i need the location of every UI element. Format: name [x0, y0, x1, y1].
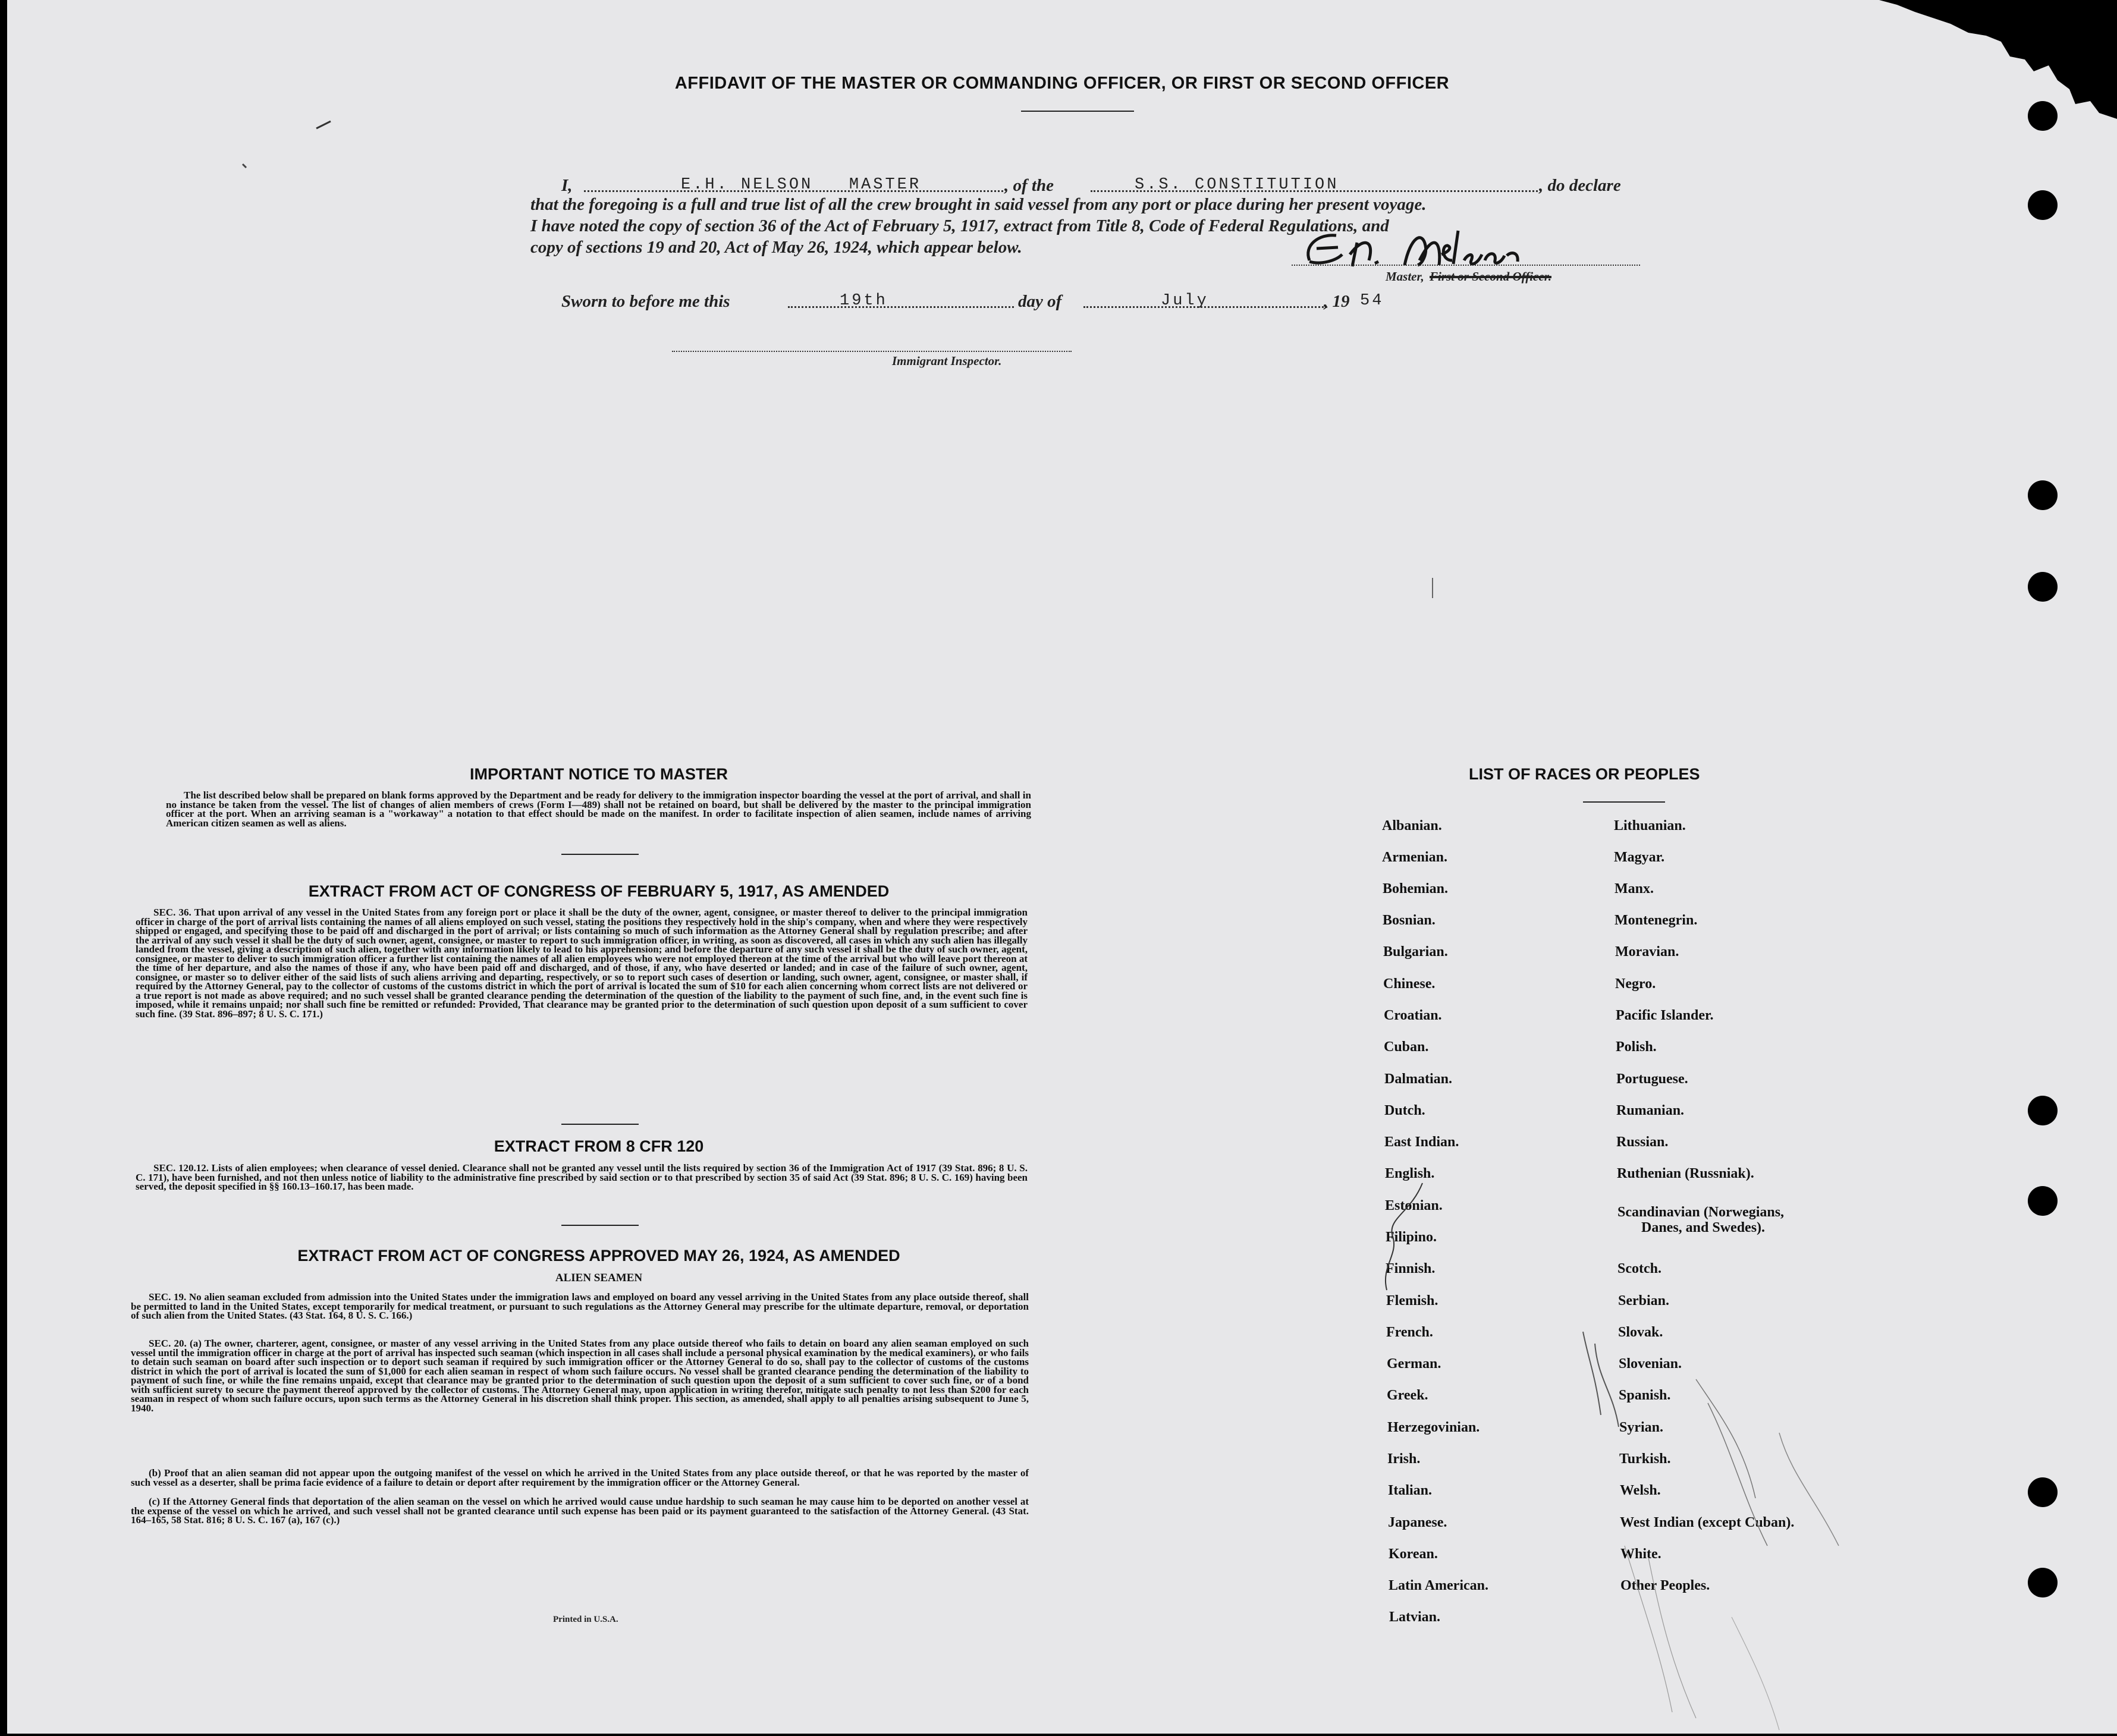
race-left-item: German. [1387, 1356, 1441, 1372]
race-left-item: Latin American. [1389, 1578, 1488, 1593]
race-right-item: Rumanian. [1616, 1103, 1685, 1118]
sworn-label: Sworn to before me this [561, 292, 730, 311]
race-left-item: Italian. [1388, 1483, 1433, 1498]
notice-text: The list described below shall be prepared on blank forms approved by the Department and be ready for delivery to the immigration inspector boarding the vessel at the port of arrival, and shall in no instance be taken from the vessel. The list of changes of alien members of crews (Form I—489) shall not be retained on board, but shall be delivered by the master to the principal immigration officer at the port. When an arriving seaman is a "workaway" a notation to that effect should be made on the manifest. In order to facilitate inspection of alien seamen, include names of arriving American citizen seamen as well as aliens. [166, 790, 1031, 829]
extract-cfr-title: EXTRACT FROM 8 CFR 120 [494, 1137, 704, 1155]
sec19-text: SEC. 19. No alien seaman excluded from admission into the United States under the immigration laws and employed on board any vessel arriving in the United States from any place outside thereof, shall be permitted to land in the United States, except temporarily for medical treatment, or pursuant to such regulations as the Attorney General may prescribe for the ultimate departure, removal, or deportation of such alien from the United States. (43 Stat. 164, 8 U. S. C. 166.) [131, 1291, 1029, 1321]
sworn-day-line [788, 306, 1014, 308]
extract-1917-title: EXTRACT FROM ACT OF CONGRESS OF FEBRUARY 5, 1917, AS AMENDED [308, 882, 890, 900]
rule [1583, 801, 1665, 803]
inspector-label: Immigrant Inspector. [892, 354, 1002, 368]
race-left-item: French. [1386, 1325, 1433, 1340]
affidavit-title: AFFIDAVIT OF THE MASTER OR COMMANDING OFFICER, OR FIRST OR SECOND OFFICER [674, 74, 1450, 93]
race-left-item: Bohemian. [1383, 881, 1449, 897]
extract-cfr-text: SEC. 120.12. Lists of alien employees; when clearance of vessel denied. Clearance shall not be granted any vessel until the lists required by section 36 of the Immigration Act of 1917 (39 Stat. 896; 8 U. S. C. 171), have been furnished, and not then unless notice of liability to the administrative fine prescribed by said section or to that prescribed by section 35 of said Act (39 Stat. 896; 8 U. S. C. 169) having been served, the deposit specified in §§ 160.13–160.17, has been made. [136, 1162, 1028, 1192]
race-left-item: Dutch. [1384, 1103, 1425, 1118]
race-right-item: Other Peoples. [1620, 1578, 1710, 1593]
extract-1917-text: SEC. 36. That upon arrival of any vessel in the United States from any foreign port or place it shall be the duty of the owner, agent, consignee, or master thereof to deliver to the principal immigration officer in charge of the port of arrival lists containing the names of all aliens employed on such vessel, stating the positions they respectively hold in the ship's company, when and where they were respectively shipped or engaged, and specifying those to be paid off and discharged in the port of arrival; or lists containing so much of such information as the Attorney General shall by regulation prescribe; and after the arrival of any such vessel it shall be the duty of such owner, agent, consignee, or master to report to such immigration officer, in writing, as soon as discovered, all cases in which any such alien has illegally landed from the vessel, giving a description of such alien, together with any information likely to lead to his apprehension; and before the departure of any such vessel it shall be the duty of such owner, agent, consignee, or master to deliver to such immigration officer a further list containing the names of all alien employees who were not employed thereon at the time of the arrival but who will leave port thereon at the time of her departure, and also the names of those if any, who have been paid off and discharged, and of those, if any, who have deserted or landed; and in case of the failure of such owner, agent, consignee, or master so to deliver either of the said lists of such aliens arriving and departing, respectively, or so to report such cases of desertion or landing, such owner, agent, consignee, or master shall, if required by the Attorney General, pay to the collector of customs of the customs district in which the port of arrival is located the sum of $10 for each alien concerning whom correct lists are not delivered or a true report is not made as above required; and no such vessel shall be granted clearance pending the determination of the question of the liability to the payment of such fine, and, in the event such fine is imposed, while it remains unpaid; nor shall such fine be remitted or refunded: Provided, That clearance may be granted prior to the determination of such question upon deposit of a sum sufficient to cover such fine. (39 Stat. 896–897; 8 U. S. C. 171.) [136, 907, 1028, 1020]
signature-line [1292, 265, 1640, 266]
race-left-item: Bulgarian. [1383, 944, 1448, 960]
signature-role-master: Master, [1386, 269, 1424, 284]
punch-hole [2028, 572, 2058, 602]
race-left-item: Filipino. [1386, 1229, 1437, 1245]
race-left-item: Greek. [1387, 1388, 1428, 1403]
punch-hole [2028, 1186, 2058, 1216]
race-left-item: English. [1385, 1166, 1435, 1181]
day-of-label: day of [1018, 292, 1062, 311]
year-prefix: , 19 [1324, 292, 1350, 311]
race-left-item: Croatian. [1384, 1008, 1442, 1023]
race-right-item: Scotch. [1617, 1261, 1661, 1276]
race-right-item: Turkish. [1619, 1451, 1671, 1467]
punch-hole [2028, 1477, 2058, 1507]
punch-hole [2028, 190, 2058, 220]
race-left-item: Chinese. [1383, 976, 1436, 992]
race-right-item: Russian. [1616, 1134, 1669, 1150]
stray-mark [1430, 577, 1436, 600]
race-right-item: Syrian. [1619, 1420, 1664, 1435]
race-left-item: Albanian. [1382, 818, 1442, 834]
sworn-day-value: 19th [840, 292, 888, 310]
year-value: 54 [1360, 292, 1384, 310]
declaration-line-1-text: that the foregoing is a full and true list of all the crew brought in said vessel from any port or place during her present voyage. [530, 195, 1427, 214]
title-rule [1021, 111, 1134, 112]
sec20b-text: (b) Proof that an alien seaman did not appear upon the outgoing manifest of the vessel on which he arrived in the United States from any place outside thereof, or that he was reported by the master of such vessel as a deserter, shall be prima facie evidence of a failure to detain or deport after requirement by the immigration officer or the Attorney General. [131, 1467, 1029, 1488]
race-right-item: Magyar. [1614, 850, 1665, 865]
declaration-line-2-text: I have noted the copy of section 36 of the Act of February 5, 1917, extract from Title 8, Code of Federal Regulations, and [530, 216, 1389, 235]
document-page [7, 0, 2117, 1734]
race-right-item: Danes, and Swedes). [1641, 1220, 1766, 1235]
race-left-item: Latvian. [1389, 1609, 1441, 1625]
race-right-item: Serbian. [1618, 1293, 1670, 1309]
stray-mark [240, 162, 250, 171]
torn-corner [1879, 0, 2117, 119]
extract-1924-title: EXTRACT FROM ACT OF CONGRESS APPROVED MAY 26, 1924, AS AMENDED [297, 1247, 900, 1265]
punch-hole [2028, 1096, 2058, 1125]
race-left-item: Armenian. [1382, 850, 1447, 865]
pen-scratches [1363, 1165, 1898, 1736]
race-right-item: Manx. [1615, 881, 1654, 897]
race-right-item: Lithuanian. [1614, 818, 1686, 834]
of-the-label: , of the [1004, 176, 1054, 195]
races-title: LIST OF RACES OR PEOPLES [1469, 765, 1700, 783]
rule [561, 854, 639, 855]
sec20-text: SEC. 20. (a) The owner, charterer, agent, consignee, or master of any vessel arriving in the United States from any place outside thereof who fails to detain on board any alien seaman employed on such vessel until the immigration officer in charge at the port of arrival has inspected such seaman (which inspection in all cases shall include a personal physical examination by the medical examiners), or who fails to detain such seaman on board after such inspection or to deport such seaman if required by such immigration officer or the Attorney General to do so, shall pay to the collector of customs of the customs district in which the port of arrival is located the sum of $1,000 for each alien seaman in respect of whom such failure occurs. No vessel shall be granted clearance pending the determination of the liability to payment of such fine, or while the fine remains unpaid, except that clearance may be granted prior to the determination of such question upon the deposit of a sum sufficient to cover such fine, or of a bond with sufficient surety to secure the payment thereof approved by the collector of customs. The Attorney General may, upon application in writing therefor, mitigate such penalty to not less than $200 for each seaman in respect of whom such failure occurs, upon such terms as the Attorney General in his discretion shall think proper. This section, as amended, shall apply to all penalties arising subsequent to June 5, 1940. [131, 1338, 1029, 1414]
race-right-item: West Indian (except Cuban). [1620, 1515, 1795, 1530]
race-left-item: Irish. [1387, 1451, 1421, 1467]
punch-hole [2028, 1568, 2058, 1597]
sworn-month-value: July [1161, 292, 1209, 310]
race-left-item: Cuban. [1384, 1039, 1429, 1055]
stray-mark [315, 119, 333, 131]
race-left-item: Korean. [1389, 1546, 1438, 1562]
printed-in: Printed in U.S.A. [553, 1615, 618, 1624]
race-left-item: Dalmatian. [1384, 1071, 1452, 1087]
race-right-item: Slovenian. [1619, 1356, 1682, 1372]
race-right-item: Slovak. [1618, 1325, 1663, 1340]
declarant-value: E.H. NELSON MASTER [681, 176, 922, 194]
signature-role-struck: First or Second Officer. [1430, 269, 1551, 284]
notice-title: IMPORTANT NOTICE TO MASTER [470, 765, 728, 783]
rule [561, 1124, 639, 1125]
punch-hole [2028, 101, 2058, 131]
punch-hole [2028, 480, 2058, 510]
race-right-item: White. [1620, 1546, 1661, 1562]
race-right-item: Negro. [1615, 976, 1656, 992]
race-right-item: Spanish. [1619, 1388, 1671, 1403]
rule [561, 1225, 639, 1226]
race-right-item: Welsh. [1620, 1483, 1661, 1498]
i-label: I, [561, 176, 573, 195]
race-left-item: Japanese. [1388, 1515, 1447, 1530]
inspector-line [672, 351, 1072, 352]
race-right-item: Scandinavian (Norwegians, [1617, 1204, 1785, 1220]
race-left-item: Flemish. [1386, 1293, 1438, 1309]
declaration-line-3-text: copy of sections 19 and 20, Act of May 26, 1924, which appear below. [530, 238, 1022, 257]
race-right-item: Ruthenian (Russniak). [1617, 1166, 1754, 1181]
race-left-item: Bosnian. [1383, 913, 1436, 928]
race-left-item: Finnish. [1386, 1261, 1436, 1276]
sec20c-text: (c) If the Attorney General finds that deportation of the alien seaman on the vessel on which he arrived would cause undue hardship to such seaman he may cause him to be deported on another vessel at the expense of the vessel on which he arrived, and such vessel shall not be granted clearance until such expense has been paid or its payment guaranteed to the satisfaction of the Attorney General. (43 Stat. 164–165, 58 Stat. 816; 8 U. S. C. 167 (a), 167 (c).) [131, 1496, 1029, 1526]
do-declare-label: , do declare [1539, 176, 1621, 195]
race-right-item: Montenegrin. [1615, 913, 1698, 928]
race-right-item: Polish. [1616, 1039, 1657, 1055]
race-right-item: Portuguese. [1616, 1071, 1688, 1087]
race-left-item: East Indian. [1384, 1134, 1459, 1150]
race-left-item: Herzegovinian. [1387, 1420, 1480, 1435]
race-left-item: Estonian. [1385, 1198, 1443, 1213]
extract-1924-subtitle: ALIEN SEAMEN [555, 1272, 643, 1284]
race-right-item: Moravian. [1615, 944, 1679, 960]
race-right-item: Pacific Islander. [1616, 1008, 1714, 1023]
vessel-value: S.S. CONSTITUTION [1135, 176, 1339, 194]
